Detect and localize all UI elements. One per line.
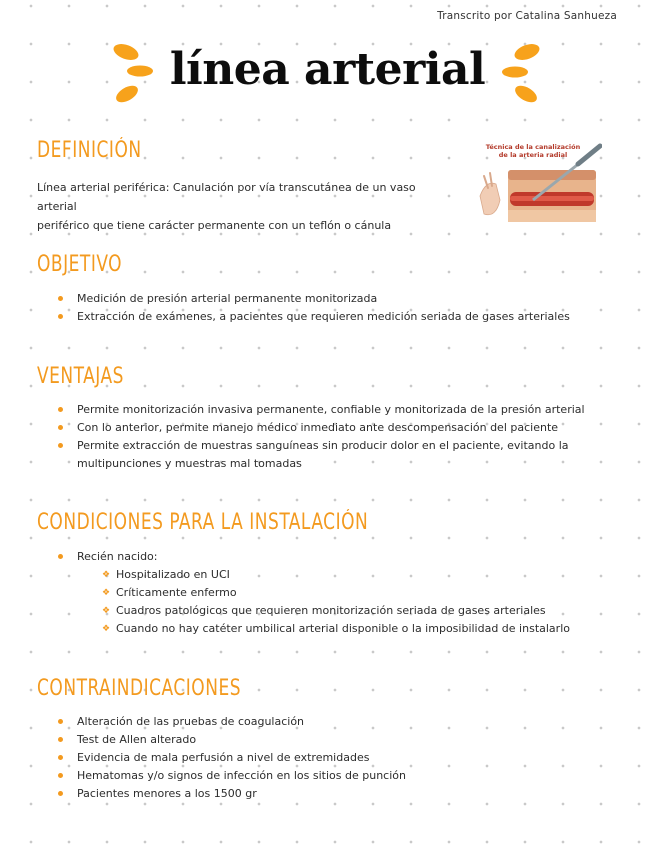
objetivo-list	[58, 290, 570, 326]
orange-petals-right-icon	[497, 42, 545, 108]
list-item: Permite extracción de muestras sanguíneas sin producir dolor en el paciente, evitando la multipunciones y muestras mal tomadas	[58, 437, 588, 473]
heading-objetivo: OBJETIVO	[37, 252, 123, 277]
definicion-text	[37, 178, 457, 235]
figure-caption	[478, 143, 588, 159]
list-item: Test de Allen alterado	[58, 731, 406, 749]
list-item: Alteración de las pruebas de coagulación	[58, 713, 406, 731]
list-item	[58, 548, 570, 638]
title-banner	[0, 42, 655, 108]
list-item: Hematomas y/o signos de infección en los sitios de punción	[58, 767, 406, 785]
radial-artery-illustration	[478, 140, 602, 226]
heading-contraindicaciones: CONTRAINDICACIONES	[37, 676, 242, 701]
sub-list-item: ❖ Hospitalizado en UCI	[102, 566, 570, 584]
contraindicaciones-list	[58, 713, 406, 803]
ventajas-list	[58, 401, 588, 473]
heading-condiciones: CONDICIONES PARA LA INSTALACIÓN	[37, 510, 369, 535]
heading-ventajas: VENTAJAS	[37, 364, 124, 389]
list-item: Extracción de exámenes, a pacientes que requieren medición seriada de gases arteriales	[58, 308, 570, 326]
figure-caption-line-1: Técnica de la canalización	[485, 143, 581, 151]
list-item: Permite monitorización invasiva permanente, confiable y monitorizada de la presión arterial	[58, 401, 588, 419]
definicion-line-2: periférico que tiene carácter permanente con un teflón o cánula	[37, 219, 392, 232]
author-credit: Transcrito por Catalina Sanhueza	[437, 10, 617, 22]
condiciones-sublist	[77, 566, 570, 638]
sub-list-item: ❖ Cuando no hay catéter umbilical arterial disponible o la imposibilidad de instalarlo	[102, 620, 570, 638]
list-item: Medición de presión arterial permanente monitorizada	[58, 290, 570, 308]
condiciones-list	[58, 548, 570, 638]
figure-caption-line-2: de la arteria radial	[498, 151, 568, 159]
list-item: Con lo anterior, permite manejo médico inmediato ante descompensación del paciente	[58, 419, 588, 437]
definicion-line-1: Línea arterial periférica: Canulación por vía transcutánea de un vaso arterial	[37, 181, 416, 213]
sub-list-item: ❖ Críticamente enfermo	[102, 584, 570, 602]
list-item: Pacientes menores a los 1500 gr	[58, 785, 406, 803]
sub-list-item: ❖ Cuadros patológicos que requieren monitorización seriada de gases arteriales	[102, 602, 570, 620]
heading-definicion: DEFINICIÓN	[37, 138, 142, 163]
page-title: línea arterial	[169, 44, 486, 95]
list-item: Evidencia de mala perfusión a nivel de extremidades	[58, 749, 406, 767]
list-item-label: Recién nacido:	[77, 550, 158, 563]
